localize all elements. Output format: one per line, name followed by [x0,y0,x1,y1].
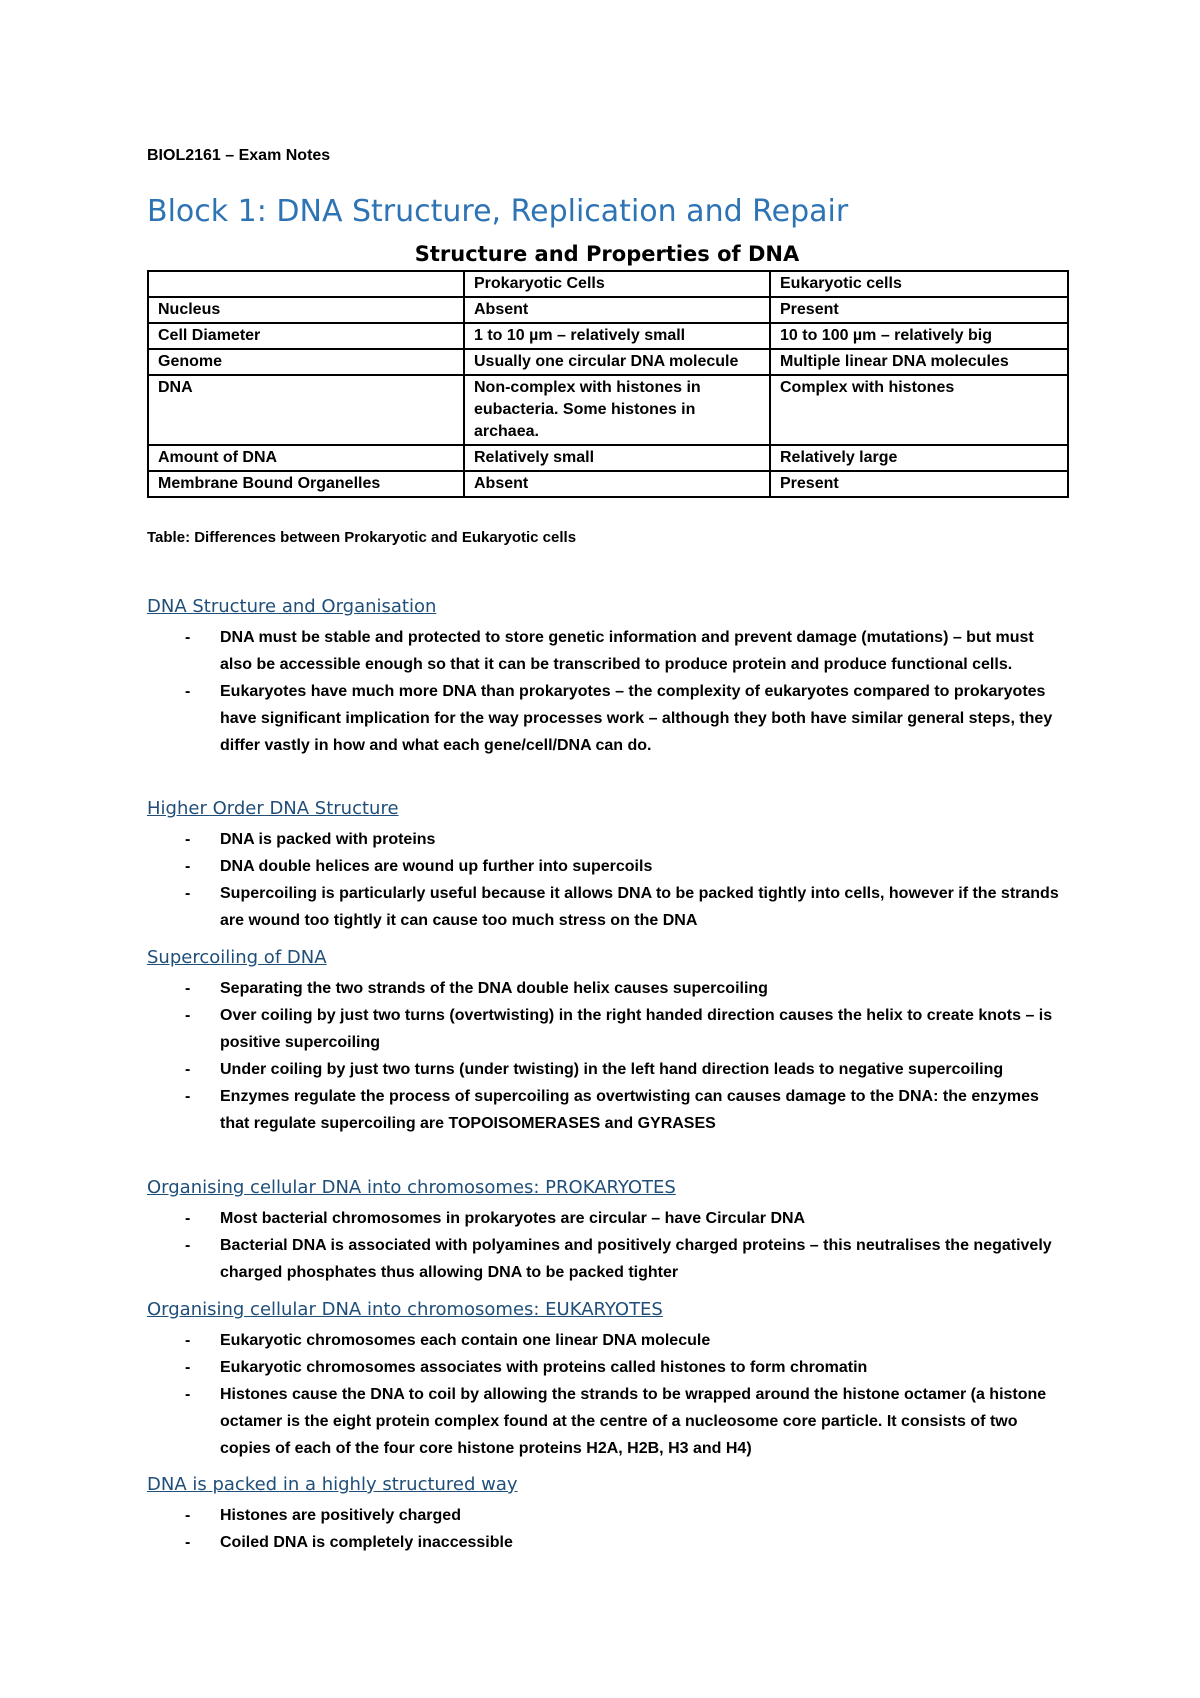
table-cell: Multiple linear DNA molecules [770,349,1068,375]
table-header-cell: Eukaryotic cells [770,271,1068,297]
table-cell: Complex with histones [770,375,1068,445]
list-item-text: Under coiling by just two turns (under twisting) in the left hand direction leads to negative supercoiling [220,1061,1004,1078]
table-caption: Table: Differences between Prokaryotic and Eukaryotic cells [147,529,577,546]
dash-bullet: - [185,1061,191,1078]
dash-bullet: - [185,1359,191,1376]
list-item-text: Eukaryotes have much more DNA than prokaryotes – the complexity of eukaryotes compared to prokaryotes have significant implication for the way processes work – although they both have similar general steps, they differ vastly in how and what each gene/cell/DNA can do. [220,683,1053,754]
table-cell: Amount of DNA [148,445,464,471]
list-item [147,1529,1067,1556]
section-heading: DNA Structure and Organisation [147,596,437,617]
dash-bullet: - [185,1507,191,1524]
section-heading: Higher Order DNA Structure [147,798,399,819]
dash-bullet: - [185,683,191,700]
list-item-text: Eukaryotic chromosomes associates with proteins called histones to form chromatin [220,1359,868,1376]
bullet-list [147,1205,1067,1286]
section-supercoiling [147,947,1067,1137]
list-item [147,853,1067,880]
list-item-text: Over coiling by just two turns (overtwisting) in the right handed direction causes the helix to create knots – is positive supercoiling [220,1007,1053,1051]
section-heading: Organising cellular DNA into chromosomes: PROKARYOTES [147,1177,676,1198]
table-cell: Nucleus [148,297,464,323]
table-title: Structure and Properties of DNA [414,242,800,266]
section-dna-structure [147,596,1067,759]
table-row [148,349,1068,375]
comparison-table [147,270,1069,498]
table-cell: Relatively small [464,445,770,471]
list-item-text: DNA is packed with proteins [220,831,436,848]
dash-bullet: - [185,885,191,902]
table-cell: 10 to 100 µm – relatively big [770,323,1068,349]
list-item-text: Histones are positively charged [220,1507,461,1524]
table-row [148,375,1068,445]
bullet-list [147,1502,1067,1556]
list-item [147,624,1067,678]
list-item [147,1354,1067,1381]
table-cell: Present [770,471,1068,497]
list-item [147,826,1067,853]
dash-bullet: - [185,858,191,875]
bullet-list [147,826,1067,934]
list-item [147,880,1067,934]
dash-bullet: - [185,1534,191,1551]
list-item-text: Separating the two strands of the DNA double helix causes supercoiling [220,980,768,997]
section-heading: DNA is packed in a highly structured way [147,1474,518,1495]
list-item-text: Histones cause the DNA to coil by allowing the strands to be wrapped around the histone octamer (a histone octamer is the eight protein complex found at the centre of a nucleosome core particle. It consists of two copies of each of the four core histone proteins H2A, H2B, H3 and H4) [220,1386,1047,1457]
dash-bullet: - [185,980,191,997]
dash-bullet: - [185,831,191,848]
table-row [148,471,1068,497]
section-heading: Supercoiling of DNA [147,947,327,968]
list-item [147,1327,1067,1354]
section-heading: Organising cellular DNA into chromosomes: EUKARYOTES [147,1299,663,1320]
list-item-text: Bacterial DNA is associated with polyamines and positively charged proteins – this neutralises the negatively charged phosphates thus allowing DNA to be packed tighter [220,1237,1052,1281]
table-cell: Cell Diameter [148,323,464,349]
table-cell: Relatively large [770,445,1068,471]
list-item [147,1205,1067,1232]
table-cell: Absent [464,471,770,497]
table-cell: Genome [148,349,464,375]
table-cell: Usually one circular DNA molecule [464,349,770,375]
list-item-text: Eukaryotic chromosomes each contain one linear DNA molecule [220,1332,711,1349]
dash-bullet: - [185,1007,191,1024]
bullet-list [147,1327,1067,1462]
bullet-list [147,975,1067,1137]
list-item [147,1381,1067,1462]
list-item [147,1232,1067,1286]
list-item [147,678,1067,759]
table-cell: Non-complex with histones in eubacteria. Some histones in archaea. [464,375,770,445]
table-cell: Membrane Bound Organelles [148,471,464,497]
list-item [147,1502,1067,1529]
dash-bullet: - [185,1088,191,1105]
table-cell: DNA [148,375,464,445]
list-item-text: Supercoiling is particularly useful because it allows DNA to be packed tightly into cells, however if the strands are wound too tightly it can cause too much stress on the DNA [220,885,1059,929]
list-item-text: Enzymes regulate the process of supercoiling as overtwisting can causes damage to the DNA: the enzymes that regulate supercoiling are TOPOISOMERASES and GYRASES [220,1088,1039,1132]
list-item-text: DNA double helices are wound up further into supercoils [220,858,653,875]
dash-bullet: - [185,1210,191,1227]
section-packed [147,1474,1067,1556]
table-cell: Absent [464,297,770,323]
table-row [148,445,1068,471]
section-prokaryotes [147,1177,1067,1286]
list-item [147,1056,1067,1083]
dash-bullet: - [185,629,191,646]
dash-bullet: - [185,1332,191,1349]
document-header: BIOL2161 – Exam Notes [147,147,331,164]
list-item [147,1002,1067,1056]
list-item [147,1083,1067,1137]
list-item-text: DNA must be stable and protected to store genetic information and prevent damage (mutations) – but must also be accessible enough so that it can be transcribed to produce protein and produce functional cells. [220,629,1034,673]
table-row [148,323,1068,349]
dash-bullet: - [185,1237,191,1254]
section-higher-order [147,798,1067,934]
document-title: Block 1: DNA Structure, Replication and Repair [147,194,849,229]
table-header-row [148,271,1068,297]
list-item-text: Most bacterial chromosomes in prokaryotes are circular – have Circular DNA [220,1210,806,1227]
list-item [147,975,1067,1002]
table-header-cell [148,271,464,297]
table-cell: 1 to 10 µm – relatively small [464,323,770,349]
table-cell: Present [770,297,1068,323]
section-eukaryotes [147,1299,1067,1462]
bullet-list [147,624,1067,759]
list-item-text: Coiled DNA is completely inaccessible [220,1534,513,1551]
table-header-cell: Prokaryotic Cells [464,271,770,297]
table-row [148,297,1068,323]
dash-bullet: - [185,1386,191,1403]
